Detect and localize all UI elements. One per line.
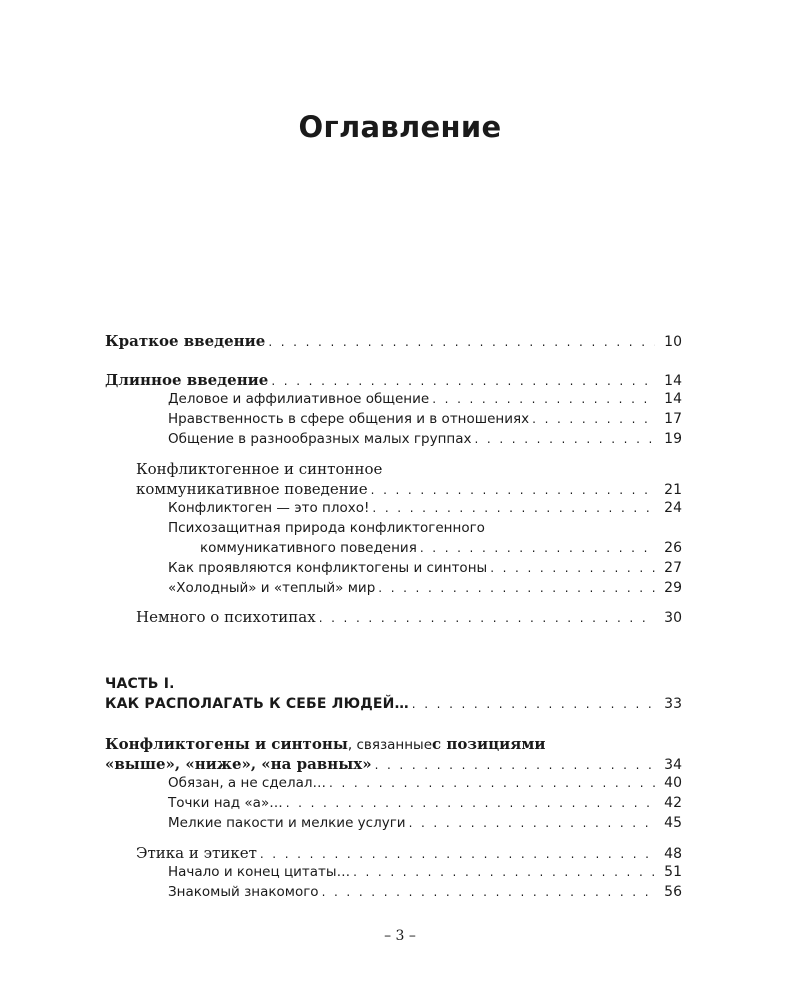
toc-entry-title-regular: , связанные bbox=[347, 737, 433, 753]
toc-entry-title: Этика и этикет bbox=[136, 844, 257, 862]
toc-page-number: 27 bbox=[664, 560, 682, 576]
toc-entry bbox=[0, 391, 800, 413]
toc-entry-first-line bbox=[0, 735, 800, 757]
toc-entry bbox=[0, 540, 800, 562]
toc-entry bbox=[0, 755, 800, 777]
toc-page-number: 19 bbox=[664, 431, 682, 447]
dot-leader bbox=[375, 758, 655, 772]
toc-entry bbox=[0, 795, 800, 817]
toc-entry-title: Знакомый знакомого bbox=[168, 884, 319, 900]
dot-leader bbox=[371, 483, 655, 497]
toc-entry bbox=[0, 560, 800, 582]
dot-leader bbox=[268, 335, 655, 349]
toc-page-number: 14 bbox=[664, 391, 682, 407]
dot-leader bbox=[409, 816, 655, 830]
toc-entry-title: Конфликтоген — это плохо! bbox=[168, 500, 370, 516]
toc-entry-title-bold: Конфликтогены и синтоны bbox=[105, 735, 348, 753]
toc-page-number: 21 bbox=[664, 482, 682, 498]
dot-leader bbox=[532, 412, 655, 426]
dot-leader bbox=[378, 581, 655, 595]
toc-entry-title: «Холодный» и «теплый» мир bbox=[168, 580, 376, 596]
toc-entry bbox=[0, 332, 800, 354]
toc-entry-title: Точки над «а»… bbox=[168, 795, 283, 811]
toc-entry bbox=[0, 775, 800, 797]
toc-page-number: 33 bbox=[664, 696, 682, 712]
toc-entry-title-bold: с позициями bbox=[432, 735, 546, 753]
page-title: Оглавление bbox=[298, 110, 502, 144]
toc-entry-title: коммуникативное поведение bbox=[136, 480, 368, 498]
toc-entry bbox=[0, 580, 800, 602]
toc-page-number: 24 bbox=[664, 500, 682, 516]
toc-entry bbox=[0, 696, 800, 718]
dot-leader bbox=[432, 392, 655, 406]
toc-entry-title: Психозащитная природа конфликтогенного bbox=[168, 520, 485, 536]
toc-page-number: 26 bbox=[664, 540, 682, 556]
toc-page-number: 56 bbox=[664, 884, 682, 900]
toc-page-number: 29 bbox=[664, 580, 682, 596]
toc-page-number: 40 bbox=[664, 775, 682, 791]
toc-entry-title: Как проявляются конфликтогены и синтоны bbox=[168, 560, 488, 576]
toc-entry-title: Начало и конец цитаты… bbox=[168, 864, 351, 880]
dot-leader bbox=[271, 374, 655, 388]
dot-leader bbox=[420, 541, 655, 555]
toc-page-number: 17 bbox=[664, 411, 682, 427]
toc-entry bbox=[0, 480, 800, 502]
toc-entry-first-line bbox=[0, 520, 800, 542]
toc-entry-title: Мелкие пакости и мелкие услуги bbox=[168, 815, 406, 831]
dot-leader bbox=[322, 885, 655, 899]
dot-leader bbox=[372, 501, 655, 515]
toc-entry-first-line bbox=[0, 460, 800, 482]
toc-page-number: 45 bbox=[664, 815, 682, 831]
toc-entry-title: Обязан, а не сделал… bbox=[168, 775, 327, 791]
toc-entry-title: КАК РАСПОЛАГАТЬ К СЕБЕ ЛЮДЕЙ… bbox=[105, 696, 409, 712]
toc-entry-title: «выше», «ниже», «на равных» bbox=[105, 755, 372, 773]
toc-page-number: 10 bbox=[664, 334, 682, 350]
toc-page-number: 51 bbox=[664, 864, 682, 880]
dot-leader bbox=[475, 432, 656, 446]
dot-leader bbox=[329, 776, 655, 790]
toc-entry-title: Конфликтогенное и синтонное bbox=[136, 460, 383, 478]
toc-part-heading bbox=[0, 676, 800, 698]
toc-entry bbox=[0, 500, 800, 522]
toc-page-number: 14 bbox=[664, 373, 682, 389]
toc-entry bbox=[0, 411, 800, 433]
toc-entry bbox=[0, 371, 800, 393]
toc-entry-title: Деловое и аффилиативное общение bbox=[168, 391, 430, 407]
page-number: – 3 – bbox=[384, 928, 416, 944]
toc-entry bbox=[0, 884, 800, 906]
dot-leader bbox=[260, 847, 655, 861]
dot-leader bbox=[353, 865, 655, 879]
toc-entry bbox=[0, 431, 800, 453]
toc-page-number: 48 bbox=[664, 846, 682, 862]
dot-leader bbox=[490, 561, 655, 575]
toc-entry-title: коммуникативного поведения bbox=[200, 540, 417, 556]
toc-entry-title: Общение в разнообразных малых группах bbox=[168, 431, 472, 447]
dot-leader bbox=[286, 796, 655, 810]
dot-leader bbox=[319, 611, 655, 625]
toc-entry-title: Нравственность в сфере общения и в отношениях bbox=[168, 411, 530, 427]
toc-entry-title: Длинное введение bbox=[105, 371, 269, 389]
toc-page-number: 34 bbox=[664, 757, 682, 773]
toc-entry-title: Краткое введение bbox=[105, 332, 266, 350]
toc-entry-title: ЧАСТЬ I. bbox=[105, 676, 175, 692]
dot-leader bbox=[412, 697, 655, 711]
toc-entry-title: Немного о психотипах bbox=[136, 608, 316, 626]
toc-page-number: 42 bbox=[664, 795, 682, 811]
toc-entry bbox=[0, 864, 800, 886]
toc-entry bbox=[0, 608, 800, 630]
toc-page-number: 30 bbox=[664, 610, 682, 626]
toc-entry bbox=[0, 844, 800, 866]
toc-entry bbox=[0, 815, 800, 837]
